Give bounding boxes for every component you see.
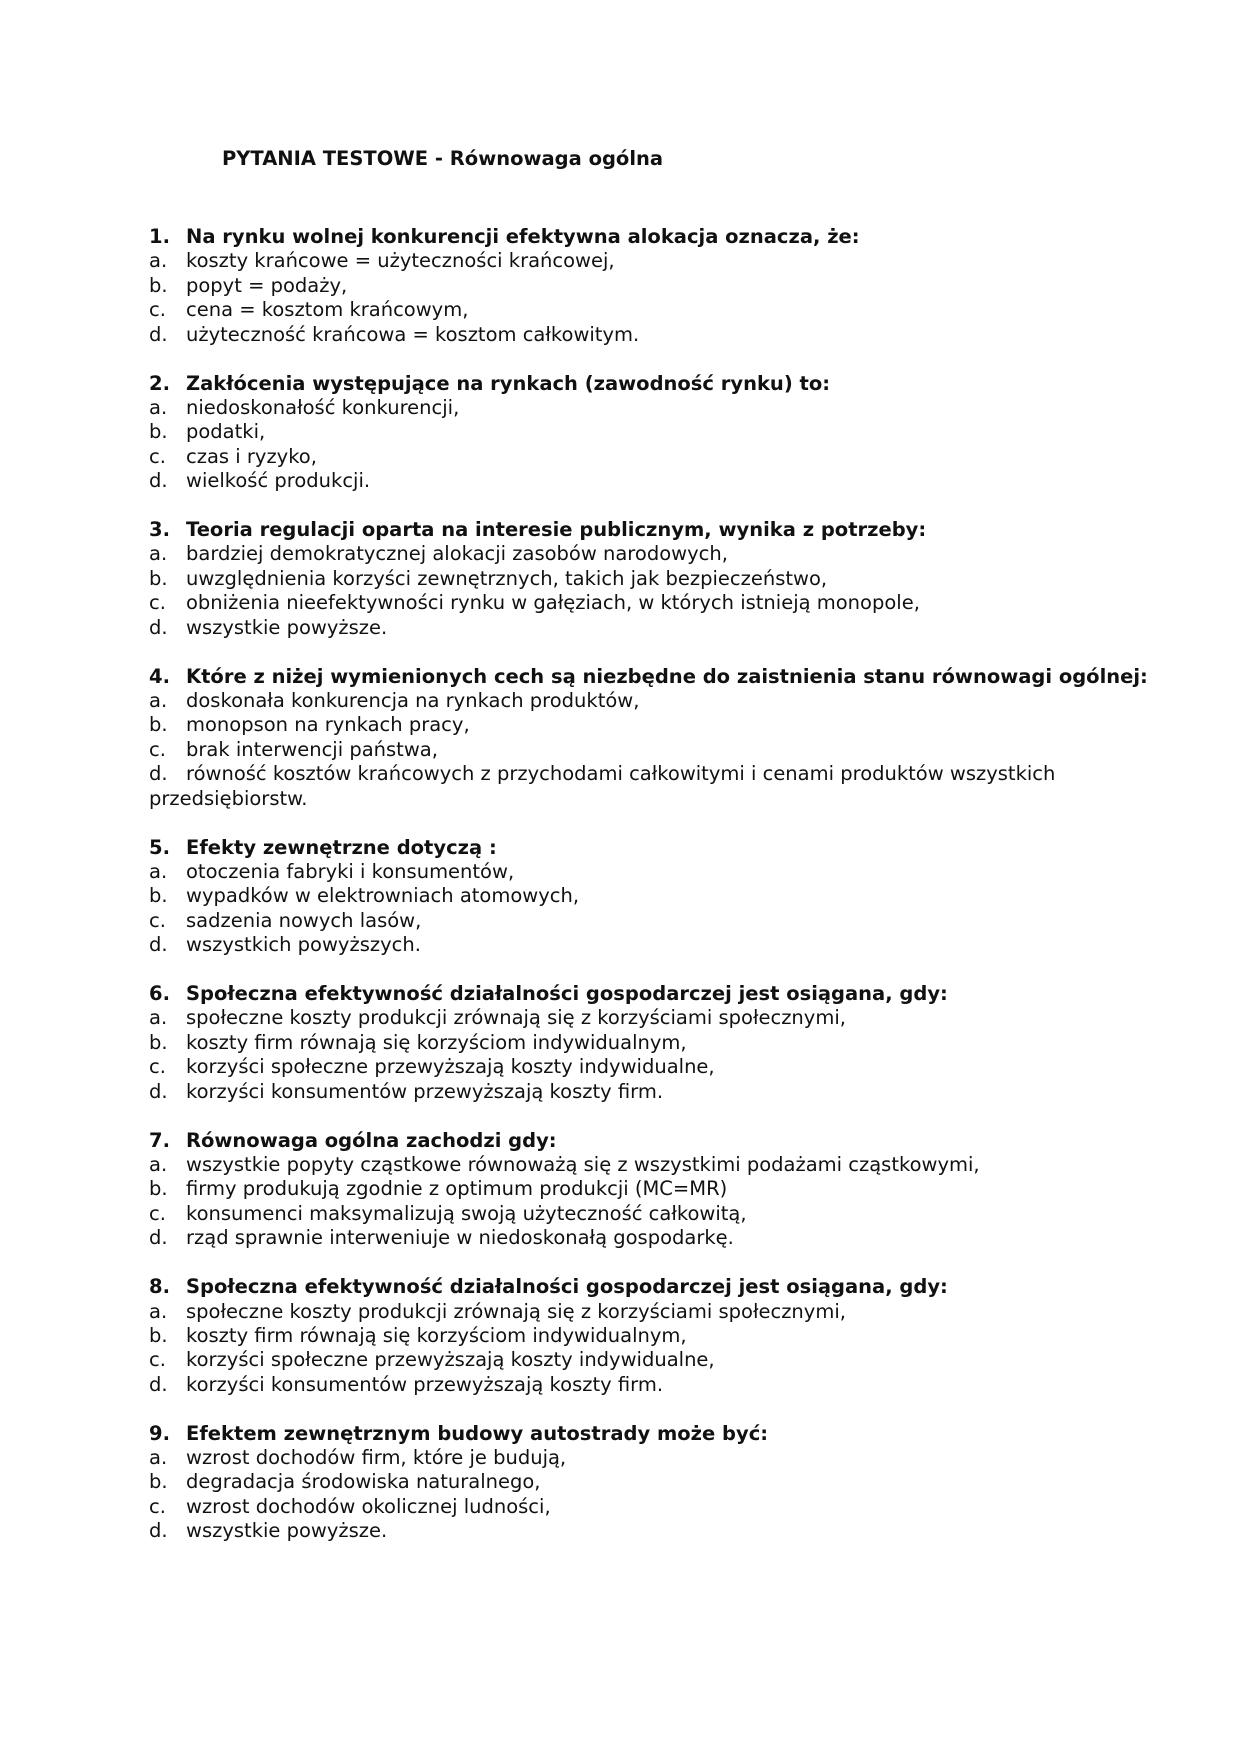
question-heading [149, 518, 1209, 542]
option-letter: b. [149, 1323, 168, 1347]
option-text: niedoskonałość konkurencji, [186, 395, 460, 419]
answer-option-c [149, 909, 1209, 933]
question-9 [149, 1422, 1209, 1544]
question-text: Efektem zewnętrznym budowy autostrady może być: [186, 1421, 769, 1445]
option-text: popyt = podaży, [186, 273, 348, 297]
question-2 [149, 372, 1209, 494]
option-text: koszty krańcowe = użyteczności krańcowej, [186, 249, 615, 273]
question-text: Zakłócenia występujące na rynkach (zawodność rynku) to: [186, 371, 831, 395]
option-letter: c. [149, 1055, 166, 1079]
answer-option-c [149, 445, 1209, 469]
option-letter: b. [149, 713, 168, 737]
question-number: 8. [149, 1275, 170, 1299]
question-number: 1. [149, 225, 170, 248]
option-letter: c. [149, 1348, 166, 1372]
option-letter: d. [149, 1372, 168, 1396]
question-6 [149, 982, 1209, 1104]
option-text: korzyści konsumentów przewyższają koszty firm. [186, 1079, 664, 1103]
answer-option-d [149, 1080, 1209, 1104]
question-text: Efekty zewnętrzne dotyczą : [186, 835, 497, 859]
answer-option-b [149, 274, 1209, 298]
question-8 [149, 1275, 1209, 1397]
option-text: wszystkie powyższe. [186, 1519, 388, 1543]
option-text: doskonała konkurencja na rynkach produktów, [186, 689, 640, 712]
answer-option-d [149, 1226, 1209, 1250]
answer-option-a [149, 249, 1209, 273]
option-letter: d. [149, 933, 168, 957]
question-heading [149, 225, 1209, 249]
question-text: Społeczna efektywność działalności gospodarczej jest osiągana, gdy: [186, 1275, 948, 1299]
question-number: 5. [149, 835, 170, 859]
option-letter: b. [149, 1030, 168, 1054]
question-3 [149, 518, 1209, 640]
answer-option-d [149, 762, 1209, 811]
option-text: społeczne koszty produkcji zrównają się z korzyściami społecznymi, [186, 1006, 846, 1030]
option-letter: c. [149, 591, 166, 615]
option-letter: c. [149, 908, 166, 932]
question-number: 4. [149, 664, 170, 688]
answer-option-d [149, 1373, 1209, 1397]
question-heading [149, 982, 1209, 1006]
option-letter: a. [149, 249, 168, 273]
document-title: PYTANIA TESTOWE - Równowaga ogólna [222, 147, 664, 170]
answer-option-b [149, 1324, 1209, 1348]
option-letter: a. [149, 1006, 168, 1030]
option-text: wzrost dochodów firm, które je budują, [186, 1446, 567, 1470]
option-letter: d. [149, 1079, 168, 1103]
option-text: bardziej demokratycznej alokacji zasobów narodowych, [186, 542, 728, 566]
question-4 [149, 665, 1209, 811]
option-text: korzyści społeczne przewyższają koszty indywidualne, [186, 1055, 715, 1079]
option-text: wielkość produkcji. [186, 469, 371, 493]
option-text: czas i ryzyko, [186, 444, 317, 468]
answer-option-a [149, 396, 1209, 420]
option-letter: a. [149, 859, 168, 883]
question-heading [149, 1129, 1209, 1153]
option-letter: d. [149, 1226, 168, 1250]
option-letter: b. [149, 273, 168, 297]
answer-option-b [149, 713, 1209, 737]
option-text: koszty firm równają się korzyściom indywidualnym, [186, 1323, 687, 1347]
option-text: wzrost dochodów okolicznej ludności, [186, 1494, 551, 1518]
option-letter: c. [149, 737, 166, 761]
option-letter: d. [149, 322, 168, 346]
question-number: 2. [149, 371, 170, 395]
question-heading [149, 1275, 1209, 1299]
option-letter: d. [149, 762, 168, 786]
option-text: otoczenia fabryki i konsumentów, [186, 859, 515, 883]
question-text: Które z niżej wymienionych cech są niezbędne do zaistnienia stanu równowagi ogólnej: [186, 664, 1148, 688]
answer-option-a [149, 860, 1209, 884]
option-text: równość kosztów krańcowych z przychodami całkowitymi i cenami produktów wszystkich przedsiębiorstw. [149, 762, 1056, 810]
question-number: 6. [149, 982, 170, 1006]
answer-option-a [149, 1006, 1209, 1030]
answer-option-a [149, 1153, 1209, 1177]
option-text: wszystkie powyższe. [186, 615, 388, 639]
question-list [149, 225, 1209, 1568]
answer-option-d [149, 469, 1209, 493]
option-letter: b. [149, 566, 168, 590]
answer-option-c [149, 1348, 1209, 1372]
option-text: cena = kosztom krańcowym, [186, 298, 469, 322]
question-number: 9. [149, 1421, 170, 1445]
option-text: monopson na rynkach pracy, [186, 713, 470, 737]
answer-option-c [149, 738, 1209, 762]
option-letter: c. [149, 1201, 166, 1225]
answer-option-c [149, 1202, 1209, 1226]
option-letter: a. [149, 1446, 168, 1470]
option-letter: d. [149, 469, 168, 493]
option-text: wszystkie popyty cząstkowe równoważą się z wszystkimi podażami cząstkowymi, [186, 1153, 980, 1176]
option-text: brak interwencji państwa, [186, 737, 438, 761]
option-text: wszystkich powyższych. [186, 933, 421, 957]
question-1 [149, 225, 1209, 347]
option-text: podatki, [186, 420, 266, 444]
question-text: Równowaga ogólna zachodzi gdy: [186, 1128, 557, 1152]
option-letter: c. [149, 1494, 166, 1518]
answer-option-b [149, 1470, 1209, 1494]
question-number: 7. [149, 1128, 170, 1152]
question-7 [149, 1129, 1209, 1251]
answer-option-b [149, 884, 1209, 908]
question-text: Na rynku wolnej konkurencji efektywna alokacja oznacza, że: [186, 225, 860, 248]
option-text: firmy produkują zgodnie z optimum produkcji (MC=MR) [186, 1177, 728, 1201]
answer-option-b [149, 567, 1209, 591]
answer-option-d [149, 933, 1209, 957]
option-text: rząd sprawnie interweniuje w niedoskonałą gospodarkę. [186, 1226, 734, 1250]
answer-option-a [149, 1446, 1209, 1470]
answer-option-d [149, 616, 1209, 640]
answer-option-c [149, 298, 1209, 322]
option-text: sadzenia nowych lasów, [186, 908, 422, 932]
answer-option-d [149, 1519, 1209, 1543]
option-text: użyteczność krańcowa = kosztom całkowitym. [186, 322, 640, 346]
question-heading [149, 372, 1209, 396]
option-letter: b. [149, 884, 168, 908]
option-letter: b. [149, 1177, 168, 1201]
option-letter: a. [149, 1299, 168, 1323]
option-letter: d. [149, 1519, 168, 1543]
answer-option-a [149, 542, 1209, 566]
option-letter: b. [149, 1470, 168, 1494]
option-text: degradacja środowiska naturalnego, [186, 1470, 541, 1494]
question-heading [149, 836, 1209, 860]
option-text: uwzględnienia korzyści zewnętrznych, takich jak bezpieczeństwo, [186, 566, 828, 590]
option-text: obniżenia nieefektywności rynku w gałęziach, w których istnieją monopole, [186, 591, 920, 615]
answer-option-a [149, 689, 1209, 713]
option-letter: a. [149, 395, 168, 419]
answer-option-c [149, 1055, 1209, 1079]
question-number: 3. [149, 518, 170, 542]
option-text: społeczne koszty produkcji zrównają się z korzyściami społecznymi, [186, 1299, 846, 1323]
answer-option-b [149, 420, 1209, 444]
question-heading [149, 1422, 1209, 1446]
answer-option-c [149, 1495, 1209, 1519]
answer-option-d [149, 323, 1209, 347]
answer-option-b [149, 1177, 1209, 1201]
option-letter: b. [149, 420, 168, 444]
option-letter: c. [149, 298, 166, 322]
option-letter: a. [149, 689, 168, 712]
answer-option-b [149, 1031, 1209, 1055]
option-letter: a. [149, 1153, 168, 1176]
question-text: Społeczna efektywność działalności gospodarczej jest osiągana, gdy: [186, 982, 948, 1006]
question-text: Teoria regulacji oparta na interesie publicznym, wynika z potrzeby: [186, 518, 927, 542]
option-text: korzyści konsumentów przewyższają koszty firm. [186, 1372, 664, 1396]
option-text: koszty firm równają się korzyściom indywidualnym, [186, 1030, 687, 1054]
option-letter: c. [149, 444, 166, 468]
option-letter: d. [149, 615, 168, 639]
option-text: wypadków w elektrowniach atomowych, [186, 884, 580, 908]
question-5 [149, 836, 1209, 958]
answer-option-a [149, 1300, 1209, 1324]
answer-option-c [149, 591, 1209, 615]
question-heading [149, 665, 1209, 689]
option-letter: a. [149, 542, 168, 566]
option-text: korzyści społeczne przewyższają koszty indywidualne, [186, 1348, 715, 1372]
option-text: konsumenci maksymalizują swoją użyteczność całkowitą, [186, 1201, 747, 1225]
